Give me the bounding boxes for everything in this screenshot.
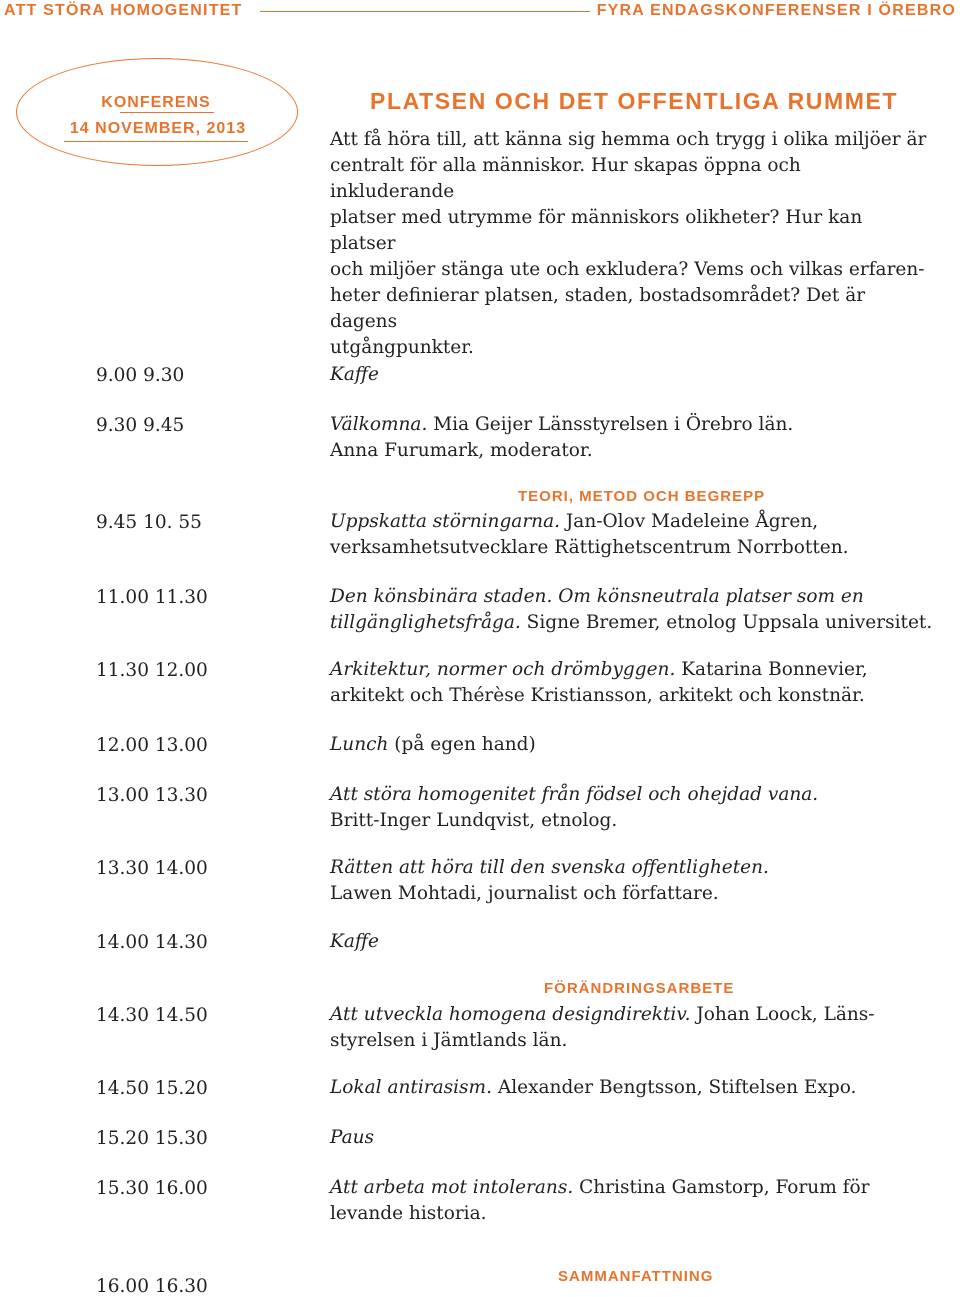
section-heading-change: FÖRÄNDRINGSARBETE	[544, 980, 735, 997]
schedule-entry	[330, 1075, 950, 1101]
schedule-time: 13.00 13.30	[96, 785, 208, 806]
schedule-entry	[330, 929, 950, 955]
schedule-entry-line	[330, 1028, 950, 1054]
section-heading-summary: SAMMANFATTNING	[558, 1268, 714, 1285]
schedule-time: 16.00 16.30	[96, 1276, 208, 1297]
schedule-entry	[330, 732, 950, 758]
schedule-entry	[330, 509, 950, 561]
intro-line: Att få höra till, att känna sig hemma och trygg i olika miljöer är	[330, 129, 927, 150]
schedule-time: 9.30 9.45	[96, 415, 185, 436]
session-speaker: (på egen hand)	[388, 734, 536, 755]
session-speaker: Jan-Olov Madeleine Ågren,	[560, 511, 819, 532]
schedule-time: 11.30 12.00	[96, 660, 208, 681]
schedule-entry-line	[330, 1125, 950, 1151]
schedule-entry-line	[330, 1201, 950, 1227]
intro-line: heter definierar platsen, staden, bostadsområdet? Det är dagens	[330, 285, 866, 332]
session-speaker: levande historia.	[330, 1203, 487, 1224]
session-speaker: Britt-Inger Lundqvist, etnolog.	[330, 810, 618, 831]
schedule-entry	[330, 362, 950, 388]
page-header	[0, 0, 960, 26]
schedule-entry-line	[330, 509, 950, 535]
session-title: Arkitektur, normer och drömbyggen.	[330, 659, 676, 680]
schedule-time: 14.30 14.50	[96, 1005, 208, 1026]
session-title: Lokal antirasism.	[330, 1077, 492, 1098]
page-title: PLATSEN OCH DET OFFENTLIGA RUMMET	[370, 88, 899, 114]
schedule-time: 15.20 15.30	[96, 1128, 208, 1149]
session-speaker: styrelsen i Jämtlands län.	[330, 1030, 568, 1051]
schedule-time: 12.00 13.00	[96, 735, 208, 756]
schedule-entry-line	[330, 1002, 950, 1028]
session-speaker: verksamhetsutvecklare Rättighetscentrum Norrbotten.	[330, 537, 849, 558]
schedule-entry	[330, 855, 950, 907]
schedule-time: 9.45 10. 55	[96, 512, 202, 533]
session-title: Den könsbinära staden. Om könsneutrala platser som en	[330, 586, 864, 607]
session-speaker: Anna Furumark, moderator.	[330, 440, 593, 461]
conference-label: KONFERENS	[101, 94, 211, 111]
schedule-time: 11.00 11.30	[96, 587, 208, 608]
schedule-time: 14.00 14.30	[96, 932, 208, 953]
session-title: Kaffe	[330, 364, 379, 385]
session-title: Paus	[330, 1127, 375, 1148]
schedule-entry-line	[330, 782, 950, 808]
session-speaker: arkitekt och Thérèse Kristiansson, arkitekt och konstnär.	[330, 685, 865, 706]
schedule-entry-line	[330, 438, 950, 464]
schedule-entry	[330, 1175, 950, 1227]
session-title: tillgänglighetsfråga.	[330, 612, 521, 633]
session-speaker: Mia Geijer Länsstyrelsen i Örebro län.	[427, 414, 794, 435]
session-title: Lunch	[330, 734, 389, 755]
schedule-entry-line	[330, 584, 950, 610]
schedule-time: 13.30 14.00	[96, 858, 208, 879]
session-speaker: Lawen Mohtadi, journalist och författare.	[330, 883, 719, 904]
schedule-entry-line	[330, 657, 950, 683]
schedule-entry-line	[330, 929, 950, 955]
schedule-entry	[330, 412, 950, 464]
conference-label-rule	[120, 112, 214, 113]
intro-paragraph	[330, 127, 930, 361]
schedule-time: 9.00 9.30	[96, 365, 185, 386]
schedule-entry	[330, 584, 950, 636]
schedule-time: 15.30 16.00	[96, 1178, 208, 1199]
session-title: Välkomna.	[330, 414, 428, 435]
schedule-entry-line	[330, 732, 950, 758]
schedule-entry	[330, 1002, 950, 1054]
header-subtitle: FYRA ENDAGSKONFERENSER I ÖREBRO	[596, 2, 956, 19]
session-title: Att utveckla homogena designdirektiv.	[330, 1004, 691, 1025]
schedule-entry-line	[330, 1075, 950, 1101]
session-title: Rätten att höra till den svenska offentligheten.	[330, 857, 769, 878]
session-speaker: Johan Loock, Läns-	[690, 1004, 875, 1025]
schedule-entry-line	[330, 855, 950, 881]
schedule-entry-line	[330, 881, 950, 907]
intro-line: utgångpunkter.	[330, 337, 474, 358]
header-divider	[260, 11, 590, 12]
session-speaker: Signe Bremer, etnolog Uppsala universitet.	[520, 612, 933, 633]
section-heading-theory: TEORI, METOD OCH BEGREPP	[518, 488, 766, 505]
schedule-entry	[330, 782, 950, 834]
schedule-entry-line	[330, 1175, 950, 1201]
intro-line: centralt för alla människor. Hur skapas öppna och inkluderande	[330, 155, 801, 202]
session-title: Kaffe	[330, 931, 379, 952]
header-series-title: ATT STÖRA HOMOGENITET	[4, 2, 243, 19]
schedule-time: 14.50 15.20	[96, 1078, 208, 1099]
schedule-entry-line	[330, 362, 950, 388]
conference-date: 14 NOVEMBER, 2013	[69, 120, 247, 137]
session-title: Uppskatta störningarna.	[330, 511, 560, 532]
intro-line: platser med utrymme för människors olikheter? Hur kan platser	[330, 207, 863, 254]
schedule-entry	[330, 1125, 950, 1151]
schedule-entry-line	[330, 535, 950, 561]
schedule-entry-line	[330, 683, 950, 709]
schedule-entry-line	[330, 610, 950, 636]
conference-date-rule	[64, 141, 248, 142]
session-speaker: Alexander Bengtsson, Stiftelsen Expo.	[491, 1077, 857, 1098]
schedule-entry-line	[330, 808, 950, 834]
session-title: Att störa homogenitet från födsel och ohejdad vana.	[330, 784, 819, 805]
intro-line: och miljöer stänga ute och exkludera? Vems och vilkas erfaren-	[330, 259, 925, 280]
schedule-entry	[330, 657, 950, 709]
session-speaker: Katarina Bonnevier,	[675, 659, 868, 680]
schedule-entry-line	[330, 412, 950, 438]
session-title: Att arbeta mot intolerans.	[330, 1177, 574, 1198]
session-speaker: Christina Gamstorp, Forum för	[573, 1177, 870, 1198]
